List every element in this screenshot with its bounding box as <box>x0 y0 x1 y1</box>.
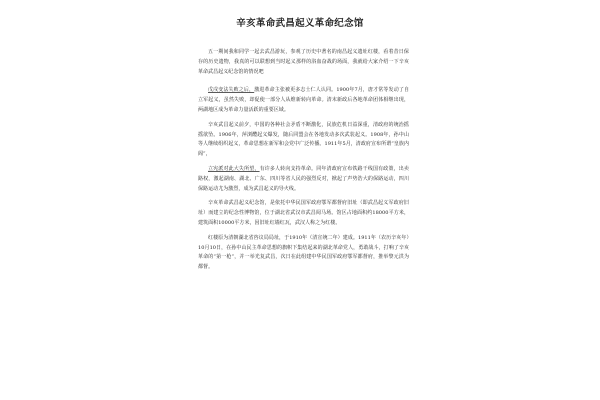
intro-paragraph: 五一期间我和同学一起去武昌游玩，参观了历史中著名的南昌起义遗址红楼，看着昔日保存的历史遗物，我真的可以联想到当时起义那样的浴血奋战的场面，我就给大家介绍一下辛亥革命武昌起义纪念馆的情况吧 <box>198 49 409 75</box>
paragraph-text: 激进革命主张被更多志士仁人认同。1900年7月，唐才常等发动了自立军起义，虽然失败，却促使一部分人从维新转向革命。清末新政后各地革命团体相继出现，两湖地区成为革命力量活跃的重要区域。 <box>198 87 410 113</box>
paragraph-5: 红楼原为清朝湖北省咨议局局址，于1910年（清宣统二年）建成。1911年（农历辛亥年）10月10日，在孙中山民主革命思想的旗帜下集结起来的湖北革命党人，勇敢战斗，打响了辛亥革命的“第一枪”，并一举光复武昌，次日在此组建中华民国军政府鄂军都督府，推举黎元洪为都督。 <box>198 234 409 271</box>
paragraph-4: 辛亥革命武昌起义纪念馆，是依托中华民国军政府鄂军都督府旧址（即武昌起义军政府旧址）而建立的纪念性博物馆，位于湖北省武汉市武昌阅马场。馆区占地面积约18000平方米，建筑面积10000平方米，因旧址红墙红瓦，武汉人称之为红楼。 <box>198 200 409 226</box>
underlined-phrase: 戊戌变法失败之后， <box>208 87 255 94</box>
paragraph-3 <box>198 165 409 194</box>
paragraph-1 <box>198 86 409 115</box>
paragraph-text: 有许多人转向支持革命。同年清政府宣布铁路干线国有政策，出卖路权，激起湖南、湖北、广东、四川等省人民的强烈反对，掀起了声势浩大的保路运动，四川保路运动尤为激烈，成为武昌起义的导火线。 <box>198 165 409 192</box>
underlined-phrase: 立宪派对此大失所望， <box>208 165 260 172</box>
paragraph-2: 辛亥武昌起义前夕，中国的各种社会矛盾不断激化，民族危机日益深重，清政府的统治摇摇欲坠。1906年，萍浏醴起义爆发，随后同盟会在各地发动多次武装起义。1908年，孙中山等人继续组织起义，革命思想在新军和会党中广泛传播。1911年5月，清政府宣布所谓“皇族内阁”， <box>198 121 409 158</box>
document-body <box>198 48 409 278</box>
document-title: 辛亥革命武昌起义革命纪念馆 <box>236 18 364 29</box>
